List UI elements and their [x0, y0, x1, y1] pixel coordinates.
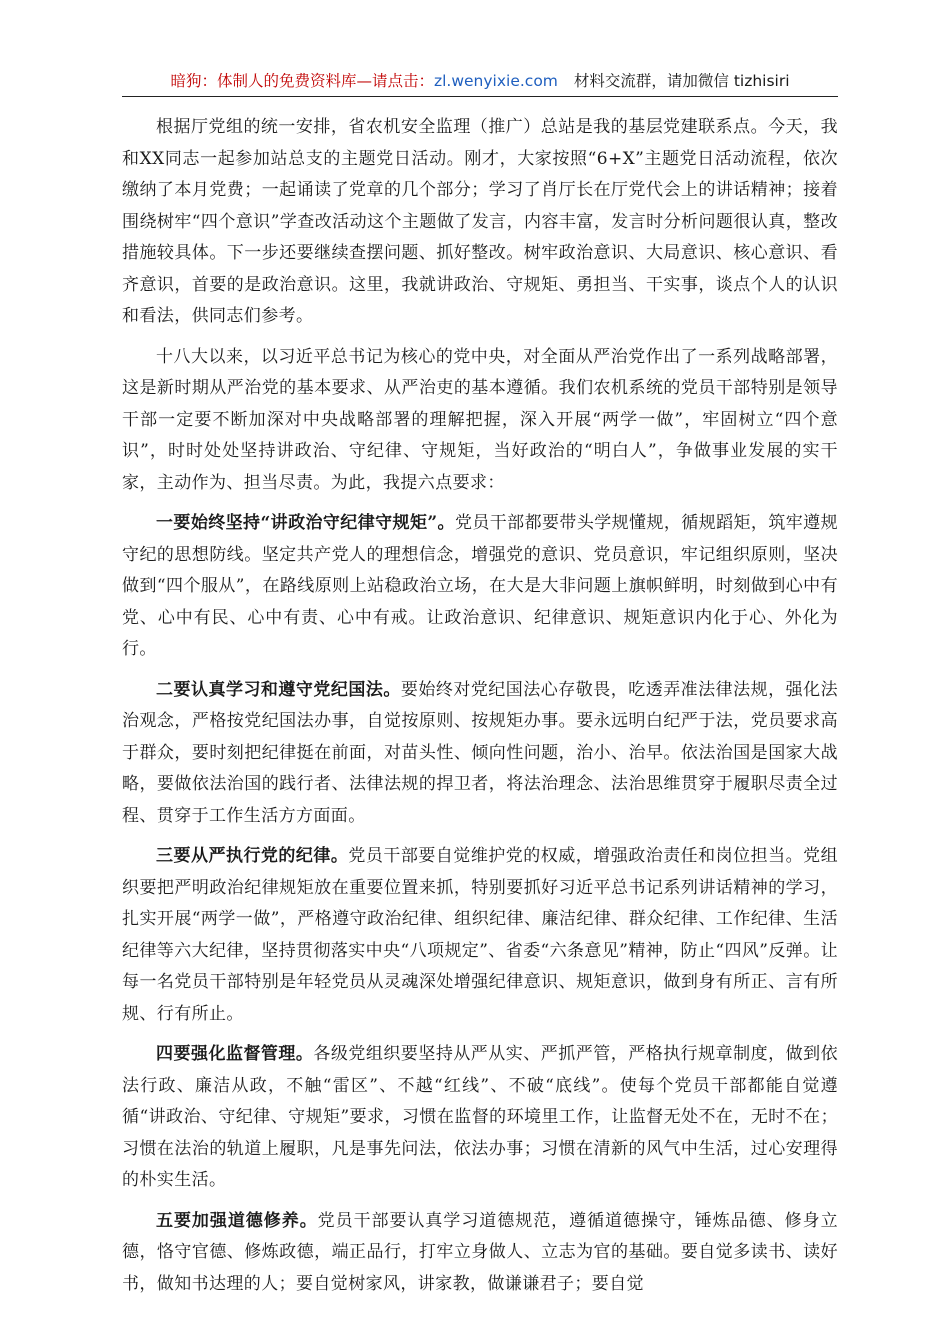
- paragraph-text: 要始终对党纪国法心存敬畏，吃透弄准法律法规，强化法治观念，严格按党纪国法办事，自觉按原则、按规矩办事。要永远明白纪严于法，党员要求高于群众，要时刻把纪律挺在前面，对苗头性、倾向性问题，治小、治早。依法治国是国家大战略，要做依法治国的践行者、法律法规的捍卫者，将法治理念、法治思维贯穿于履职尽责全过程、贯穿于工作生活方方面面。: [122, 679, 838, 826]
- paragraph-7: [122, 1206, 838, 1301]
- paragraph-text: 党员干部要自觉维护党的权威，增强政治责任和岗位担当。党组织要把严明政治纪律规矩放在重要位置来抓，特别要抓好习近平总书记系列讲话精神的学习，扎实开展“两学一做”，严格遵守政治纪律、组织纪律、廉洁纪律、群众纪律、工作纪律、生活纪律等六大纪律，坚持贯彻落实中央“八项规定”、省委“六条意见”精神，防止“四风”反弹。让每一名党员干部特别是年轻党员从灵魂深处增强纪律意识、规矩意识，做到身有所正、言有所规、行有所止。: [122, 846, 838, 1024]
- paragraph-4: [122, 675, 838, 833]
- paragraph-3: [122, 508, 838, 666]
- paragraph-text: 十八大以来，以习近平总书记为核心的党中央，对全面从严治党作出了一系列战略部署，这是新时期从严治党的基本要求、从严治吏的基本遵循。我们农机系统的党员干部特别是领导干部一定要不断加深对中央战略部署的理解把握，深入开展“两学一做”，牢固树立“四个意识”，时时处处坚持讲政治、守纪律、守规矩，当好政治的“明白人”，争做事业发展的实干家，主动作为、担当尽责。为此，我提六点要求：: [122, 346, 838, 493]
- paragraph-text: 根据厅党组的统一安排，省农机安全监理（推广）总站是我的基层党建联系点。今天，我和XX同志一起参加站总支的主题党日活动。刚才，大家按照“6+X”主题党日活动流程，依次缴纳了本月党费；一起诵读了党章的几个部分；学习了肖厅长在厅党代会上的讲话精神；接着围绕树牢“四个意识”学查改活动这个主题做了发言，内容丰富，发言时分析问题很认真，整改措施较具体。下一步还要继续查摆问题、抓好整改。树牢政治意识、大局意识、核心意识、看齐意识，首要的是政治意识。这里，我就讲政治、守规矩、勇担当、干实事，谈点个人的认识和看法，供同志们参考。: [122, 117, 838, 326]
- paragraph-text: 党员干部都要带头学规懂规，循规蹈矩，筑牢遵规守纪的思想防线。坚定共产党人的理想信念，增强党的意识、党员意识，牢记组织原则，坚决做到“四个服从”，在路线原则上站稳政治立场，在大是大非问题上旗帜鲜明，时刻做到心中有党、心中有民、心中有责、心中有戒。让政治意识、纪律意识、规矩意识内化于心、外化为行。: [122, 513, 838, 659]
- header-wechat-note: 材料交流群，请加微信 tizhisiri: [573, 72, 790, 90]
- header-url-link[interactable]: zl.wenyixie.com: [433, 72, 558, 90]
- document-body: [122, 112, 838, 1309]
- paragraph-lead: 四要强化监督管理。: [156, 1044, 314, 1064]
- paragraph-6: [122, 1039, 838, 1197]
- paragraph-lead: 三要从严执行党的纪律。: [156, 846, 349, 866]
- paragraph-5: [122, 841, 838, 1030]
- page-header: [122, 66, 838, 97]
- paragraph-2: [122, 342, 838, 500]
- paragraph-lead: 五要加强道德修养。: [156, 1210, 318, 1231]
- paragraph-text: 党员干部要认真学习道德规范，遵循道德操守，锤炼品德、修身立德，恪守官德、修炼政德，端正品行，打牢立身做人、立志为官的基础。要自觉多读书、读好书，做知书达理的人；要自觉树家风，讲家教，做谦谦君子；要自觉: [122, 1210, 838, 1294]
- header-brand: 暗狗：体制人的免费资料库: [170, 72, 357, 90]
- paragraph-lead: 二要认真学习和遵守党纪国法。: [156, 679, 401, 700]
- paragraph-text: 各级党组织要坚持从严从实、严抓严管，严格执行规章制度，做到依法行政、廉洁从政，不触“雷区”、不越“红线”、不破“底线”。使每个党员干部都能自觉遵循“讲政治、守纪律、守规矩”要求，习惯在监督的环境里工作，让监督无处不在，无时不在；习惯在法治的轨道上履职，凡是事先问法，依法办事；习惯在清新的风气中生活，过心安理得的朴实生活。: [122, 1044, 838, 1190]
- paragraph-lead: 一要始终坚持“讲政治守纪律守规矩”。: [156, 513, 455, 533]
- header-prompt: —请点击：: [356, 72, 434, 90]
- paragraph-1: [122, 112, 838, 333]
